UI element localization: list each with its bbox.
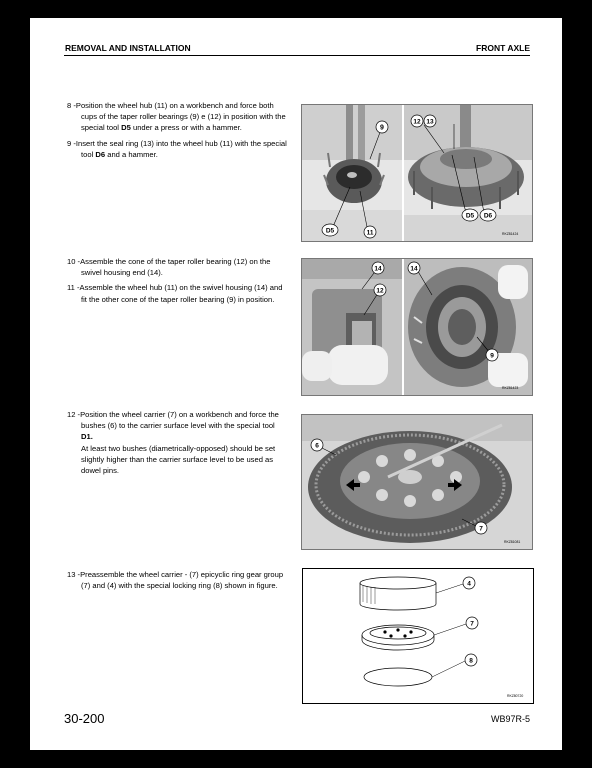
step-11: 11 -Assemble the wheel hub (11) on the swivel housing (14) and fit the other cone of the taper roller bearing (9) in position.	[67, 283, 283, 304]
figure-code: RKZ80720	[507, 694, 524, 698]
manual-page	[30, 18, 562, 750]
callout-14: 14	[374, 265, 382, 273]
step-9: 9 -Insert the seal ring (13) into the wheel hub (11) with the special tool D6 and a hammer.	[67, 138, 287, 159]
figure-wheel-hub-tools	[301, 104, 533, 242]
step-8: 8 -Position the wheel hub (11) on a workbench and force both cups of the taper roller bearings (9) e (12) in position with the special tool D5 under a press or with a hammer.	[67, 101, 286, 133]
header-rule	[64, 55, 530, 56]
callout-7: 7	[479, 525, 483, 533]
steps-10-11	[67, 256, 287, 309]
chapter-title: FRONT AXLE	[476, 43, 530, 53]
step-13-block	[67, 569, 287, 595]
page-number: 30-200	[64, 711, 105, 726]
figure-code: RKZ81423	[502, 386, 519, 390]
callout-d6: D6	[483, 212, 493, 220]
model-code: WB97R-5	[490, 714, 530, 724]
step-13: 13 -Preassemble the wheel carrier - (7) epicyclic ring gear group (7) and (4) with the special locking ring (8) shown in figure.	[67, 570, 284, 591]
section-title: REMOVAL AND INSTALLATION	[65, 43, 191, 53]
callout-6: 6	[315, 442, 319, 450]
steps-8-9	[67, 100, 287, 164]
step-12: 12 -Position the wheel carrier (7) on a workbench and force the bushes (6) to the carrier surface level with the special tool D1. At least two bushes (diametrically-opposed) should be set slightly higher than the carrier surface level to be used as dowel pins.	[67, 410, 279, 476]
callout-12: 12	[413, 118, 421, 126]
callout-8: 8	[469, 657, 473, 665]
callout-11: 11	[366, 229, 374, 237]
callout-d5: D5	[325, 227, 335, 235]
step-12-note: At least two bushes (diametrically-opposed) should be set slightly higher than the carrier surface level to be used as dowel pins.	[81, 443, 276, 476]
step-10: 10 -Assemble the cone of the taper roller bearing (12) on the swivel housing end (14).	[67, 257, 271, 278]
figure-swivel-housing	[301, 258, 533, 396]
callout-9: 9	[380, 124, 384, 132]
callout-4: 4	[467, 580, 471, 588]
callout-d5-right: D5	[465, 212, 475, 220]
callout-9: 9	[490, 352, 494, 360]
callout-13: 13	[426, 118, 434, 126]
figure-code: RKZ81081	[504, 540, 521, 544]
callout-14-right: 14	[410, 265, 418, 273]
callout-12: 12	[376, 287, 384, 295]
step-12-block	[67, 409, 287, 480]
figure-wheel-carrier	[301, 414, 533, 550]
figure-code: RKZ81424	[502, 232, 519, 236]
figure-ring-gear-assembly	[302, 568, 534, 704]
callout-7: 7	[470, 620, 474, 628]
